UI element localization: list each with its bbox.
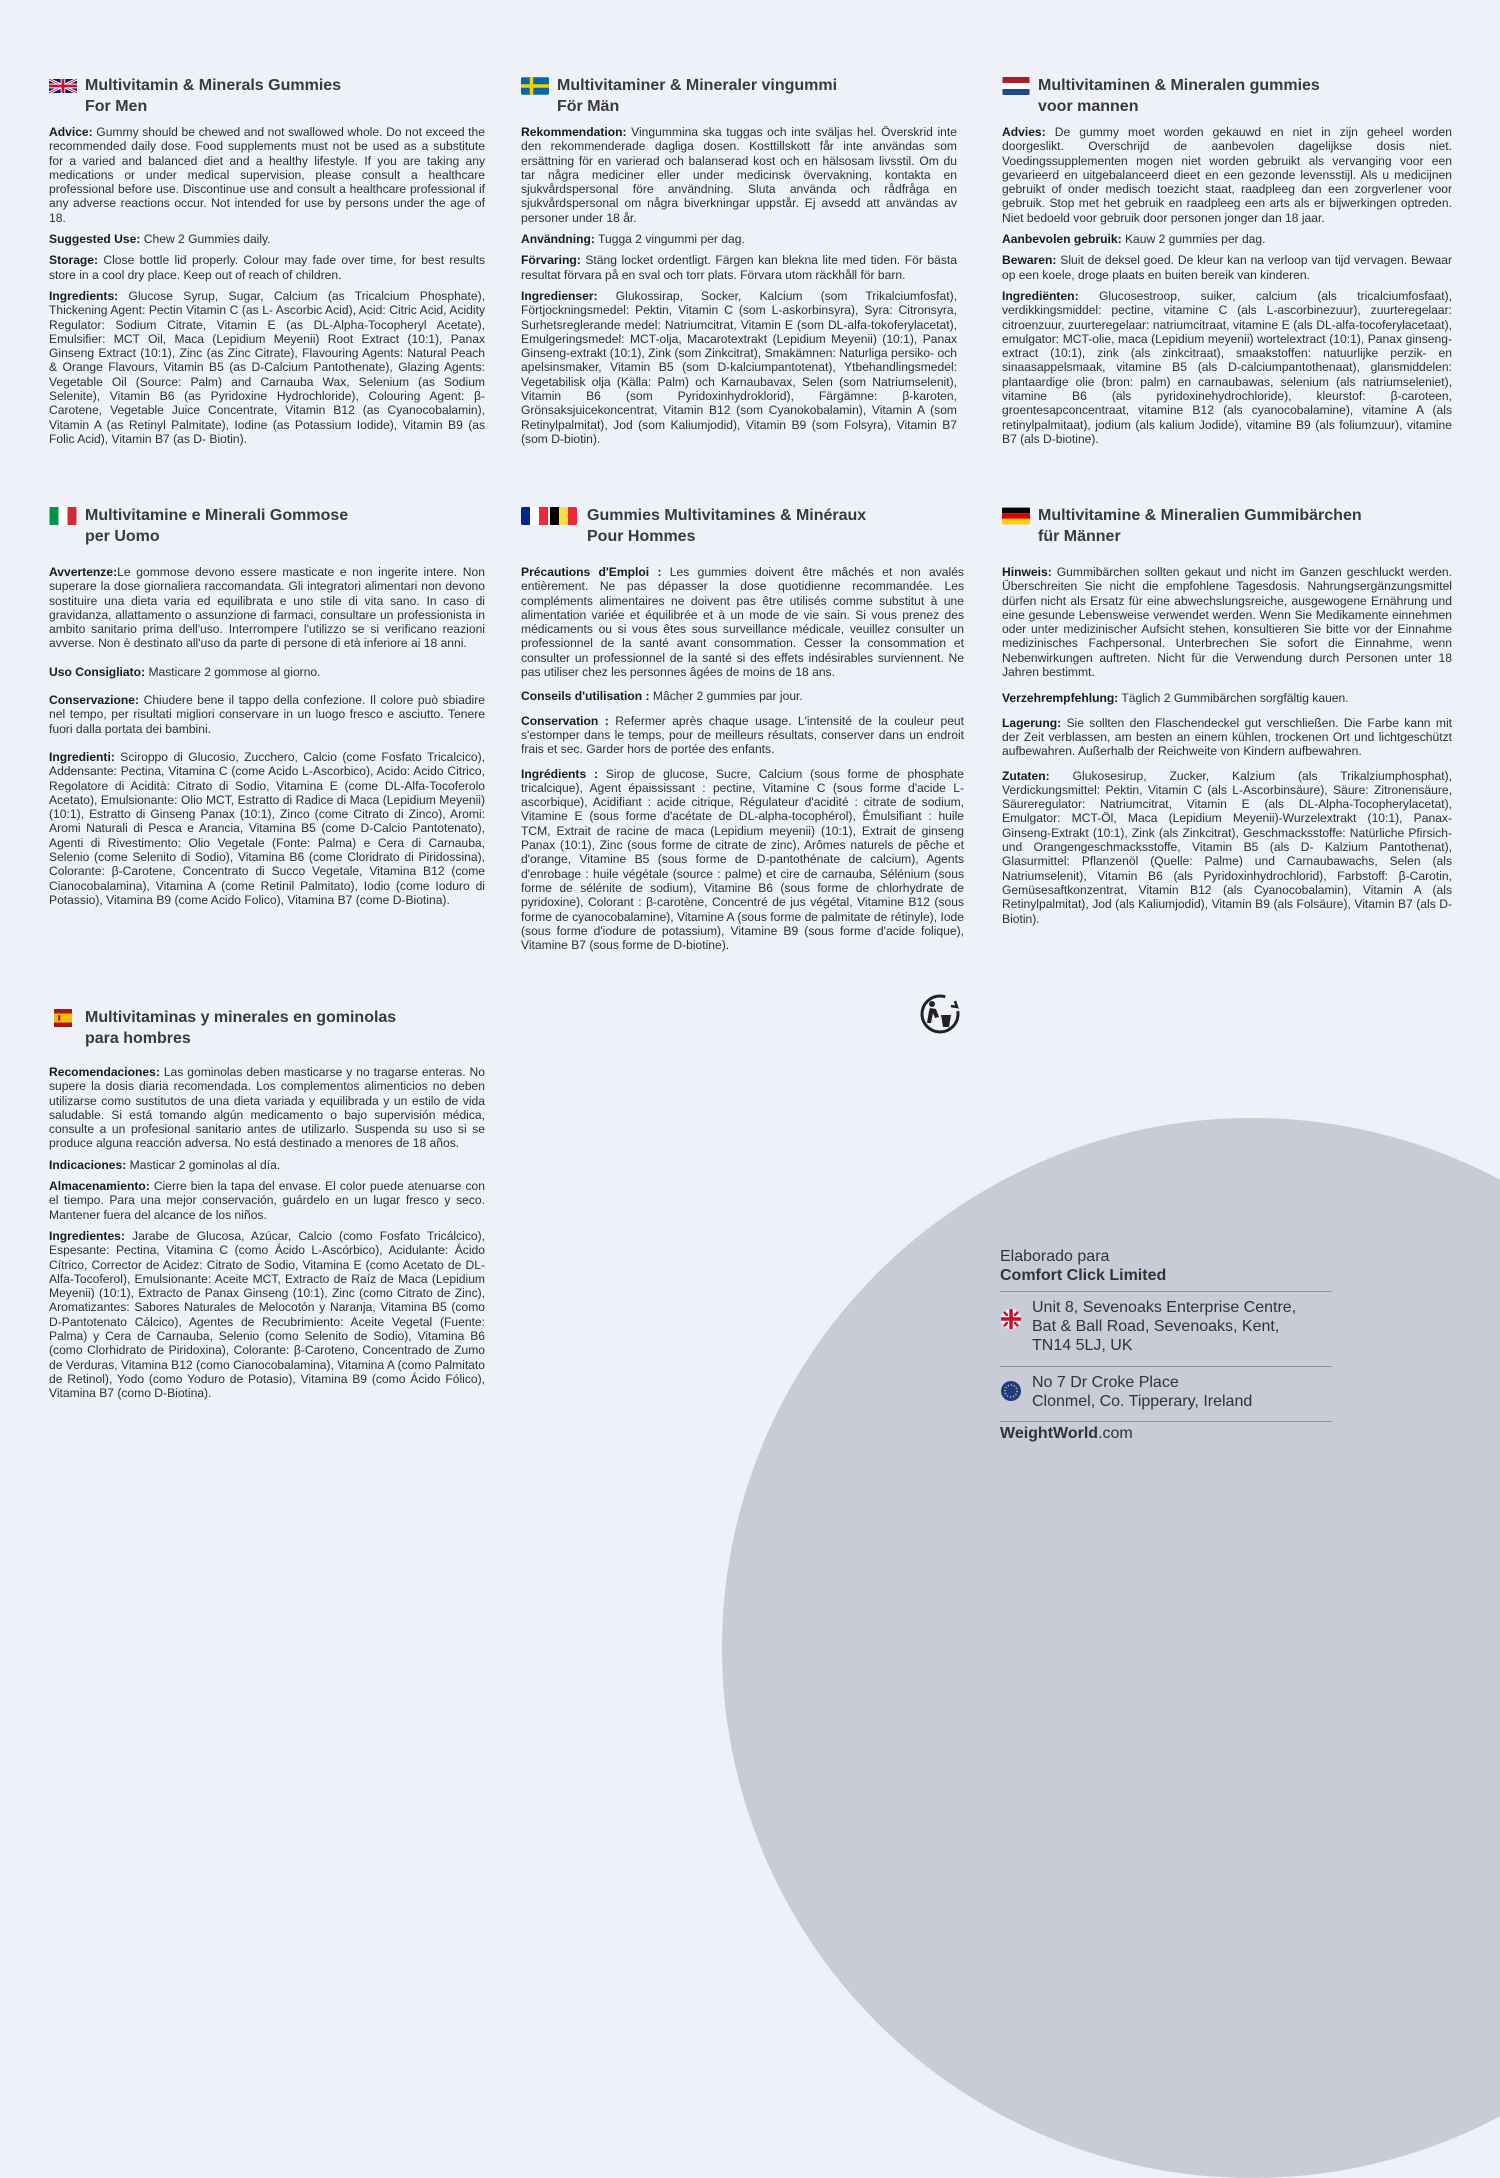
advice-label: Advies: (1002, 125, 1046, 139)
section-swedish (521, 77, 957, 453)
eu-flag-icon (1000, 1380, 1022, 1407)
uk-address-line-3: TN14 5LJ, UK (1032, 1337, 1133, 1354)
advice-label: Rekommendation: (521, 125, 627, 139)
france-belgium-flag-icon (521, 507, 577, 525)
section-title: Multivitamine e Minerali Gommose (85, 507, 349, 524)
use-paragraph (1002, 691, 1452, 705)
ingredients-paragraph (49, 289, 485, 446)
section-title: Multivitaminer & Mineraler vingummi (557, 77, 838, 94)
use-text: Masticare 2 gommose al giorno. (145, 664, 321, 679)
use-text: Chew 2 Gummies daily. (140, 232, 271, 247)
section-italian (49, 507, 485, 914)
use-paragraph (49, 1158, 485, 1172)
ingredients-text: Glukosesirup, Zucker, Kalzium (als Trikalziumphosphat), Verdickungsmittel: Pektin, Vitamin C (als L-Ascorbinsäure), Säure: Zitronensäure, Säureregulator: Natriumcitrat, Vitamin E (als DL-Alpha-Tocopherylacetat), Emulgator: MCT-Öl, Maca (Lepidium Meyenii)-Wurzelextrakt (10:1), Panax-Ginseng-Extrakt (10:1), Zink (als Zinkcitrat), Geschmacksstoffe: Natürliche Pfirsich- und Orangengeschmacksstoffe, Vitamin B5 (als D- Kalzium Pantothenat), Glasurmittel: Pflanzenöl (Quelle: Palme) und Carnaubawachs, Selen (als Natriumselenit), Vitamin B6 (als Pyridoxinhydrochlorid), Farbstoff: β-Carotin, Gemüsesaftkonzentrat, Vitamin B12 (als Cyanocobalamin), Vitamin A (als Retinylpalmitat), Jod (als Kaliumjodid), Vitamin B9 (als Folsäure), Vitamin B7 (als D-Biotin). (1002, 768, 1452, 926)
ie-address (1000, 1366, 1332, 1416)
ingredients-text: Sciroppo di Glucosio, Zucchero, Calcio (come Fosfato Tricalcico), Addensante: Pectina, Vitamina C (come Acido L-Ascorbico), Acido: Acido Citrico, Regolatore di Acidità: Citrato di Sodio, Vitamina E (come DL-Alfa-Tocoferolo Acetato), Emulsionante: Olio MCT, Estratto di Radice di Maca (Lepidium Meyenii) (10:1), Estratto di Ginseng Panax (10:1), Zinco (come Citrato di Zinco), Aromi: Aromi Naturali di Pesca e Arancia, Vitamina B5 (come D-Calcio Pantotenato), Agenti di Rivestimento: Olio Vegetale (Fonte: Palma) e Cera di Carnauba, Selenio (come Selenito di Sodio), Vitamina B6 (come Cloridrato di Piridossina), Colorante: β-Carotene, Concentrato di Succo Vegetale, Vitamina B12 (come Cianocobalamina), Vitamina A (come Retinil Palmitato), Iodio (come Ioduro di Potassio), Vitamina B9 (come Acido Folico), Vitamina B7 (come D-Biotina). (49, 749, 485, 907)
website-tld: .com (1098, 1425, 1133, 1442)
uk-address-line-2: Bat & Ball Road, Sevenoaks, Kent, (1032, 1318, 1280, 1335)
advice-paragraph (49, 125, 485, 225)
use-text: Tugga 2 vingummi per dag. (594, 232, 745, 247)
website-brand: WeightWorld (1000, 1425, 1099, 1442)
section-title: Multivitaminas y minerales en gominolas (85, 1009, 397, 1026)
ingredients-label: Ingredienser: (521, 288, 598, 303)
storage-label: Conservazione: (49, 693, 140, 708)
section-title: Gummies Multivitamines & Minéraux (587, 507, 867, 524)
ingredients-label: Ingredientes: (49, 1228, 125, 1243)
storage-label: Almacenamiento: (49, 1179, 150, 1194)
ingredients-text: Jarabe de Glucosa, Azúcar, Calcio (como Fosfato Tricálcico), Espesante: Pectina, Vitamina C (como Ácido L-Ascórbico), Acidulante: Ácido Cítrico, Corrector de Acidez: Citrato de Sodio, Vitamina E (como Acetato de DL-Alfa-Tocoferol), Emulsionante: Aceite MCT, Extracto de Raíz de Maca (Lepidium Meyenii) (10:1), Extracto de Panax Ginseng (10:1), Zinc (como Citrato de Zinc), Aromatizantes: Sabores Naturales de Melocotón y Naranja, Vitamina B5 (como D-Pantotenato Cálcico), Agentes de Recubrimiento: Aceite Vegetal (Fuente: Palma) y Cera de Carnauba, Selenio (como Selenito de Sodio), Vitamina B6 (como Clorhidrato de Piridoxina), Colorante: β-Caroteno, Concentrado de Zumo de Verduras, Vitamina B12 (como Cianocobalamina), Vitamina A (como Palmitato de Retinol), Yodo (como Yoduro de Potasio), Vitamina B9 (como Ácido Fólico), Vitamina B7 (como D-Biotina). (49, 1228, 485, 1401)
advice-label: Hinweis: (1002, 565, 1052, 579)
advice-paragraph (49, 1065, 485, 1151)
contact-block (1000, 1247, 1332, 1443)
advice-text: Las gominolas deben masticarse y no tragarse enteras. No supere la dosis diaria recomendada. Los complementos alimenticios no deben utilizarse como sustitutos de una dieta variada y equilibrada y un estilo de vida saludable. Si está tomando algún medicamento o bajo supervisión médica, consulte a un profesional sanitario antes de utilizarlo. Suspenda su uso si se produce alguna reacción adversa. No está destinado a menores de 18 años. (49, 1065, 485, 1151)
uk-flag-icon (49, 77, 77, 95)
advice-paragraph (1002, 565, 1452, 679)
use-label: Användning: (521, 232, 595, 247)
section-english (49, 77, 485, 453)
storage-paragraph (1002, 716, 1452, 759)
tidy-man-recycle-icon (919, 993, 963, 1035)
advice-text: De gummy moet worden gekauwd en niet in zijn geheel worden doorgeslikt. Overschrijd de aanbevolen dagelijkse dosis niet. Voedingssupplementen mogen niet worden gebruikt als vervanging voor een gevarieerd en uitgebalanceerd dieet en een gezonde levensstijl. Als u medicijnen gebruikt of onder medisch toezicht staat, raadpleeg dan een zorgverlener voor gebruik. Stop met het gebruik en raadpleeg een arts als er bijwerkingen optreden. Niet bedoeld voor gebruik door personen jonger dan 18 jaar. (1002, 125, 1452, 225)
use-text: Kauw 2 gummies per dag. (1121, 232, 1266, 247)
storage-label: Storage: (49, 253, 99, 268)
section-subtitle: Pour Hommes (587, 528, 696, 545)
section-dutch (1002, 77, 1452, 453)
use-paragraph (49, 232, 485, 246)
section-header (521, 507, 964, 551)
section-subtitle: voor mannen (1038, 98, 1139, 115)
section-title: Multivitamin & Minerals Gummies (85, 77, 342, 94)
advice-text: Gummibärchen sollten gekaut und nicht im Ganzen geschluckt werden. Überschreiten Sie nicht die empfohlene Tagesdosis. Nahrungsergänzungsmittel dürfen nicht als Ersatz für eine abwechslungsreiche, ausgewogene Ernährung und eine gesunde Lebensweise verwendet werden. Wenn Sie Medikamente einnehmen oder unter medizinischer Aufsicht stehen, konsultieren Sie bitte vor der Einnahme medizinisches Fachpersonal. Unterbrechen Sie sofort die Einnahme, wenn Nebenwirkungen auftreten. Nicht für die Verwendung durch Personen unter 18 Jahren bestimmt. (1002, 565, 1452, 680)
uk-flag-icon (1000, 1308, 1022, 1335)
storage-label: Förvaring: (521, 253, 581, 268)
storage-paragraph (49, 253, 485, 282)
storage-text: Sluit de deksel goed. De kleur kan na verloop van tijd vervagen. Bewaar op een koele, droge plaats en buiten bereik van kinderen. (1002, 253, 1452, 282)
use-label: Verzehrempfehlung: (1002, 691, 1119, 706)
section-subtitle: para hombres (85, 1030, 191, 1047)
storage-paragraph (521, 714, 964, 757)
ie-address-line-2: Clonmel, Co. Tipperary, Ireland (1032, 1393, 1253, 1410)
storage-label: Bewaren: (1002, 253, 1057, 268)
use-paragraph (1002, 232, 1452, 246)
section-header (49, 507, 485, 551)
advice-text: Les gummies doivent être mâchés et non avalés entièrement. Ne pas dépasser la dose quotidienne recommandée. Les compléments alimentaires ne doivent pas être utilisés comme substitut à une alimentation variée et équilibrée et à un mode de vie sain. Si vous prenez des médicaments ou si vous êtes sous surveillance médicale, veuillez consulter un professionnel de la santé avant consommation. Cesser la consommation et consulter un professionnel de la santé si des effets indésirables surviennent. Ne pas utiliser chez les personnes âgées de moins de 18 ans. (521, 565, 964, 680)
ingredients-label: Ingrediënten: (1002, 288, 1079, 303)
storage-label: Lagerung: (1002, 715, 1062, 730)
ingredients-paragraph (1002, 289, 1452, 446)
advice-paragraph (521, 565, 964, 679)
ie-address-line-1: No 7 Dr Croke Place (1032, 1374, 1179, 1391)
use-paragraph (49, 665, 485, 679)
section-french (521, 507, 964, 959)
advice-label: Précautions d'Emploi : (521, 565, 662, 579)
storage-text: Sie sollten den Flaschendeckel gut verschließen. Die Farbe kann mit der Zeit verblassen, am besten an einem kühlen, trockenen Ort und lichtgeschützt aufbewahren. Außerhalb der Reichweite von Kindern aufbewahren. (1002, 715, 1452, 759)
section-header (1002, 77, 1452, 121)
storage-text: Chiudere bene il tappo della confezione. Il colore può sbiadire nel tempo, per risultati migliori conservare in un luogo fresco e asciutto. Tenere fuori dalla portata dei bambini. (49, 693, 485, 736)
company-name: Comfort Click Limited (1000, 1267, 1167, 1284)
ingredients-paragraph (1002, 769, 1452, 926)
ingredients-label: Ingredienti: (49, 749, 115, 764)
section-header (521, 77, 957, 121)
use-text: Täglich 2 Gummibärchen sorgfältig kauen. (1118, 691, 1349, 706)
use-paragraph (521, 232, 957, 246)
storage-text: Stäng locket ordentligt. Färgen kan blekna lite med tiden. För bästa resultat förvara på en sval och torr plats. Förvara utom räckhåll för barn. (521, 253, 957, 282)
storage-text: Cierre bien la tapa del envase. El color puede atenuarse con el tiempo. Para una mejor conservación, guárdelo en un lugar fresco y seco. Mantener fuera del alcance de los niños. (49, 1179, 485, 1222)
ingredients-label: Ingredients: (49, 288, 119, 303)
use-text: Masticar 2 gominolas al día. (126, 1157, 281, 1172)
storage-text: Close bottle lid properly. Colour may fade over time, for best results store in a cool dry place. Keep out of reach of children. (49, 253, 485, 282)
section-header (1002, 507, 1452, 551)
storage-text: Refermer après chaque usage. L'intensité de la couleur peut s'estomper dans le temps, pour de meilleurs résultats, conserver dans un endroit frais et sec. Garder hors de portée des enfants. (521, 713, 965, 757)
advice-paragraph (521, 125, 957, 225)
use-label: Conseils d'utilisation : (521, 689, 650, 704)
storage-paragraph (521, 253, 957, 282)
ingredients-paragraph (521, 767, 964, 953)
website (1000, 1421, 1332, 1443)
made-for-label: Elaborado para (1000, 1248, 1110, 1265)
ingredients-paragraph (521, 289, 957, 446)
section-title: Multivitaminen & Mineralen gummies (1038, 77, 1320, 94)
section-german (1002, 507, 1452, 933)
section-header (49, 77, 485, 121)
section-subtitle: For Men (85, 98, 148, 115)
uk-address-line-1: Unit 8, Sevenoaks Enterprise Centre, (1032, 1299, 1297, 1316)
advice-paragraph (49, 565, 485, 651)
use-label: Uso Consigliato: (49, 664, 146, 679)
section-spanish (49, 1009, 485, 1408)
ingredients-label: Ingrédients : (521, 766, 599, 781)
advice-label: Avvertenze: (49, 565, 118, 579)
ingredients-paragraph (49, 750, 485, 907)
section-subtitle: För Män (557, 98, 620, 115)
use-text: Mâcher 2 gummies par jour. (649, 689, 803, 704)
netherlands-flag-icon (1002, 77, 1030, 95)
section-subtitle: für Männer (1038, 528, 1121, 545)
storage-paragraph (1002, 253, 1452, 282)
spain-flag-icon (49, 1009, 77, 1027)
storage-paragraph (49, 693, 485, 736)
use-label: Suggested Use: (49, 232, 141, 247)
ingredients-text: Glucose Syrup, Sugar, Calcium (as Tricalcium Phosphate), Thickening Agent: Pectin Vitamin C (as L- Ascorbic Acid), Acid: Citric Acid, Acidity Regulator: Sodium Citrate, Vitamin E (as DL-Alpha-Tocopheryl Acetate), Emulsifier: MCT Oil, Maca (Lepidium Meyenii) Root Extract (10:1), Panax Ginseng Extract (10:1), Zinc (as Zinc Citrate), Flavouring Agents: Natural Peach & Orange Flavours, Vitamin B5 (as D-Calcium Pantothenate), Glazing Agents: Vegetable Oil (Source: Palm) and Carnauba Wax, Selenium (as Sodium Selenite), Vitamin B6 (as Pyridoxine Hydrochloride), Colouring Agent: β-Carotene, Vegetable Juice Concentrate, Vitamin B12 (as Cyanocobalamin), Vitamin A (as Retinyl Palmitate), Iodine (as Potassium Iodide), Vitamin B9 (as Folic Acid), Vitamin B7 (as D- Biotin). (49, 288, 485, 446)
storage-label: Conservation : (521, 713, 609, 728)
storage-paragraph (49, 1179, 485, 1222)
uk-address (1000, 1291, 1332, 1360)
use-paragraph (521, 689, 964, 703)
ingredients-label: Zutaten: (1002, 768, 1050, 783)
advice-text: Gummy should be chewed and not swallowed whole. Do not exceed the recommended daily dose. Food supplements must not be used as a substitute for a varied and balanced diet and a healthy lifestyle. If you are taking any medications or under medical supervision, please consult a healthcare professional before use. Discontinue use and consult a healthcare professional if any adverse reactions occur. Not intended for use by persons under the age of 18. (49, 125, 485, 225)
use-label: Aanbevolen gebruik: (1002, 232, 1122, 247)
sweden-flag-icon (521, 77, 549, 95)
section-header (49, 1009, 485, 1053)
germany-flag-icon (1002, 507, 1030, 525)
section-subtitle: per Uomo (85, 528, 160, 545)
ingredients-text: Sirop de glucose, Sucre, Calcium (sous forme de phosphate tricalcique), Agent épaississant : pectine, Vitamine C (sous forme d'acide L-ascorbique), Acidifiant : acide citrique, Régulateur d'acidité : citrate de sodium, Vitamine E (sous forme d'acétate de DL-alpha-tocophérol), Émulsifiant : huile TCM, Extrait de racine de maca (Lepidium meyenii) (10:1), Extrait de ginseng Panax (10:1), Zinc (sous forme de citrate de zinc), Arômes naturels de pêche et d'orange, Vitamine B5 (sous forme de D-pantothénate de calcium), Agents d'enrobage : huile végétale (source : palme) et cire de carnauba, Sélénium (sous forme de sélénite de sodium), Vitamine B6 (sous forme de chlorhydrate de pyridoxine), Colorant : β-carotène, Concentré de jus végétal, Vitamine B12 (sous forme de cyanocobalamine), Vitamine A (sous forme de palmitate de rétinyle), Iode (sous forme d'iodure de potassium), Vitamine B9 (sous forme d'acide folique), Vitamine B7 (sous forme de D-biotine). (521, 766, 964, 953)
advice-text: Le gommose devono essere masticate e non ingerite intere. Non superare la dose giornaliera raccomandata. Gli integratori alimentari non devono sostituire una dieta varia ed equilibrata e uno stile di vita sano. In caso di gravidanza, allattamento o assunzione di farmaci, consultare un professionista in ambito sanitario prima dell'uso. Interrompere l'utilizzo se si verificano reazioni avverse. Non è destinato all'uso da parte di persone di età inferiore ai 18 anni. (49, 565, 485, 651)
advice-paragraph (1002, 125, 1452, 225)
advice-label: Recomendaciones: (49, 1065, 160, 1079)
advice-text: Vingummina ska tuggas och inte sväljas hel. Överskrid inte den rekommenderade dagliga dosen. Kosttillskott får inte användas som ersättning för en varierad och balanserad kost och en hälsosam livsstil. Om du tar några mediciner eller under medicinsk övervakning, kontakta en sjukvårdspersonal före användning. Sluta använda och rådfråga en sjukvårdspersonal om några biverkningar uppstår. Ej avsedd att användas av personer under 18 år. (521, 125, 957, 225)
section-title: Multivitamine & Mineralien Gummibärchen (1038, 507, 1362, 524)
italy-flag-icon (49, 507, 77, 525)
advice-label: Advice: (49, 125, 93, 139)
ingredients-paragraph (49, 1229, 485, 1401)
ingredients-text: Glucosestroop, suiker, calcium (als tricalciumfosfaat), verdikkingsmiddel: pectine, vitamine C (als L-ascorbinezuur), zuurteregelaar: citroenzuur, zuurteregelaar: natriumcitraat, vitamine E (als DL-alfa-tocoferylacetaat), emulgator: MCT-olie, maca (Lepidium meyenii) wortelextract (10:1), Panax ginseng-extract (10:1), zink (als zinkcitraat), smaakstoffen: natuurlijke perzik- en sinaasappelsmaak, vitamine B5 (als D-calciumpantothenaat), glansmiddelen: plantaardige olie (bron: palm) en carnaubawas, selenium (als natriumseleniet), vitamine B6 (als pyridoxinehydrochloride), kleurstof: β-caroteen, groentesapconcentraat, vitamine B12 (als cyanocobalamine), vitamine A (als retinylpalmitaat), jodium (als kalium Jodide), vitamine B9 (als foliumzuur), vitamine B7 (als D-biotine). (1002, 288, 1452, 446)
ingredients-text: Glukossirap, Socker, Kalcium (som Trikalciumfosfat), Förtjockningsmedel: Pektin, Vitamin C (som L-askorbinsyra), Syra: Citronsyra, Surhetsreglerande medel: Natriumcitrat, Vitamin E (som DL-alfa-tokoferylacetat), Emulgeringsmedel: MCT-olja, Macarotextrakt (Lepidium Meyenii) (10:1), Panax Ginseng-extrakt (10:1), Zink (som Zinkcitrat), Smakämnen: Naturliga persiko- och apelsinsmaker, Vitamin B5 (som D-kalciumpantotenat), Ytbehandlingsmedel: Vegetabilisk olja (Källa: Palm) och Karnaubavax, Selen (som Natriumselenit), Vitamin B6 (som Pyridoxinhydroklorid), Färgämne: β-karoten, Grönsaksjuicekoncentrat, Vitamin B12 (som Cyanokobalamin), Vitamin A (som Retinylpalmitat), Jod (som Kaliumjodid), Vitamin B9 (som Folsyra), Vitamin B7 (som D-biotin). (521, 288, 957, 446)
use-label: Indicaciones: (49, 1157, 127, 1172)
